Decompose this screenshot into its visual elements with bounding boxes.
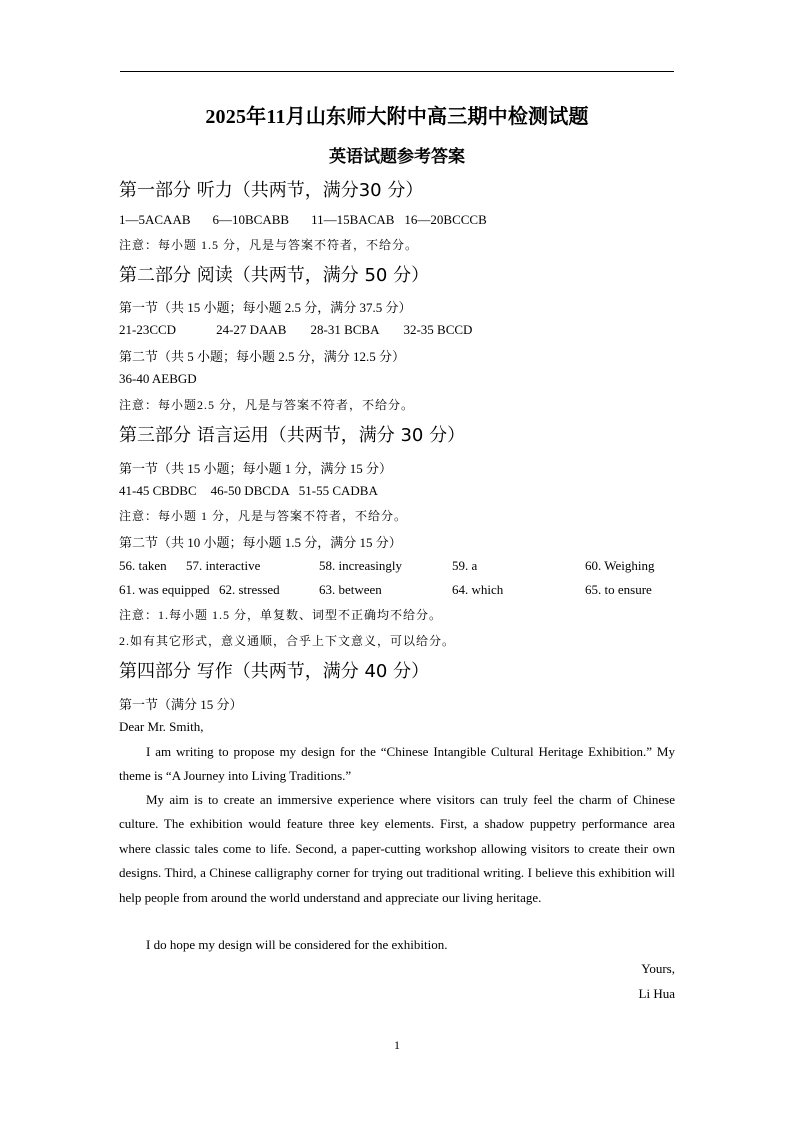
part3-section2-desc: 第二节（共 10 小题；每小题 1.5 分，满分 15 分）	[119, 535, 402, 550]
answer-group: 11—15BACAB	[311, 212, 395, 227]
part3-note-1: 注意：1.每小题 1.5 分，单复数、词型不正确均不给分。	[119, 608, 443, 622]
part2-section2-desc: 第二节（共 5 小题；每小题 2.5 分，满分 12.5 分）	[119, 349, 406, 364]
answer-group: 21-23CCD	[119, 322, 177, 337]
answer-group: 6—10BCABB	[212, 212, 290, 227]
part3-heading: 第三部分 语言运用（共两节，满分 30 分）	[119, 425, 466, 446]
letter-salutation: Dear Mr. Smith,	[119, 719, 204, 734]
answer-group: 32-35 BCCD	[403, 322, 473, 337]
part2-section2-answers: 36-40 AEBGD	[119, 371, 197, 386]
letter-paragraph-2: My aim is to create an immersive experience where visitors can truly feel the charm of Chinese culture. The exhibition would feature three key elements. First, a shadow puppetry performance area where classic tales come to life. Second, a paper-cutting workshop allowing visitors to create their own designs. Third, a Chinese calligraphy corner for trying out traditional writing. I believe this exhibition will help people from around the world understand and appreciate our living heritage.	[119, 792, 675, 905]
letter-closing: Yours,	[641, 961, 675, 976]
answer-group: 16—20BCCCB	[404, 212, 487, 227]
page-title: 2025年11月山东师大附中高三期中检测试题	[205, 106, 589, 128]
part4-heading: 第四部分 写作（共两节，满分 40 分）	[119, 661, 430, 682]
answer-61: 61. was equipped	[119, 582, 210, 597]
answer-63: 63. between	[319, 582, 382, 597]
answer-60: 60. Weighing	[585, 558, 655, 573]
answer-64: 64. which	[452, 582, 504, 597]
part3-section1-desc: 第一节（共 15 小题；每小题 1 分，满分 15 分）	[119, 461, 393, 476]
header-rule	[120, 71, 674, 72]
page-subtitle: 英语试题参考答案	[329, 147, 465, 166]
part3-section1-note: 注意：每小题 1 分，凡是与答案不符者，不给分。	[119, 509, 408, 523]
letter-signature: Li Hua	[638, 986, 675, 1001]
answer-group: 41-45 CBDBC	[119, 483, 197, 498]
part4-section1-desc: 第一节（满分 15 分）	[119, 697, 243, 712]
part1-answers	[119, 212, 487, 228]
answer-59: 59. a	[452, 558, 478, 573]
answer-group: 24-27 DAAB	[216, 322, 287, 337]
answer-57: 57. interactive	[186, 558, 261, 573]
part2-heading: 第二部分 阅读（共两节，满分 50 分）	[119, 265, 430, 286]
part2-section1-answers	[119, 322, 472, 338]
answer-62: 62. stressed	[219, 582, 280, 597]
part2-note: 注意：每小题2.5 分，凡是与答案不符者，不给分。	[119, 398, 415, 412]
letter-paragraph-1: I am writing to propose my design for the “Chinese Intangible Cultural Heritage Exhibition.” My theme is “A Journey into Living Traditions.”	[119, 744, 675, 784]
part2-section1-desc: 第一节（共 15 小题；每小题 2.5 分，满分 37.5 分）	[119, 300, 412, 315]
answer-65: 65. to ensure	[585, 582, 652, 597]
part3-section1-answers	[119, 483, 378, 499]
answer-58: 58. increasingly	[319, 558, 403, 573]
page-number: 1	[394, 1038, 400, 1052]
part3-note-2: 2.如有其它形式，意义通顺，合乎上下文意义，可以给分。	[119, 634, 456, 648]
letter-paragraph-3: I do hope my design will be considered for the exhibition.	[146, 937, 448, 952]
answer-group: 51-55 CADBA	[298, 483, 378, 498]
part1-heading: 第一部分 听力（共两节，满分30 分）	[119, 180, 424, 201]
answer-group: 1—5ACAAB	[119, 212, 191, 227]
answer-group: 46-50 DBCDA	[210, 483, 290, 498]
answer-group: 28-31 BCBA	[310, 322, 380, 337]
answer-56: 56. taken	[119, 558, 167, 573]
part1-note: 注意：每小题 1.5 分，凡是与答案不符者，不给分。	[119, 238, 419, 252]
